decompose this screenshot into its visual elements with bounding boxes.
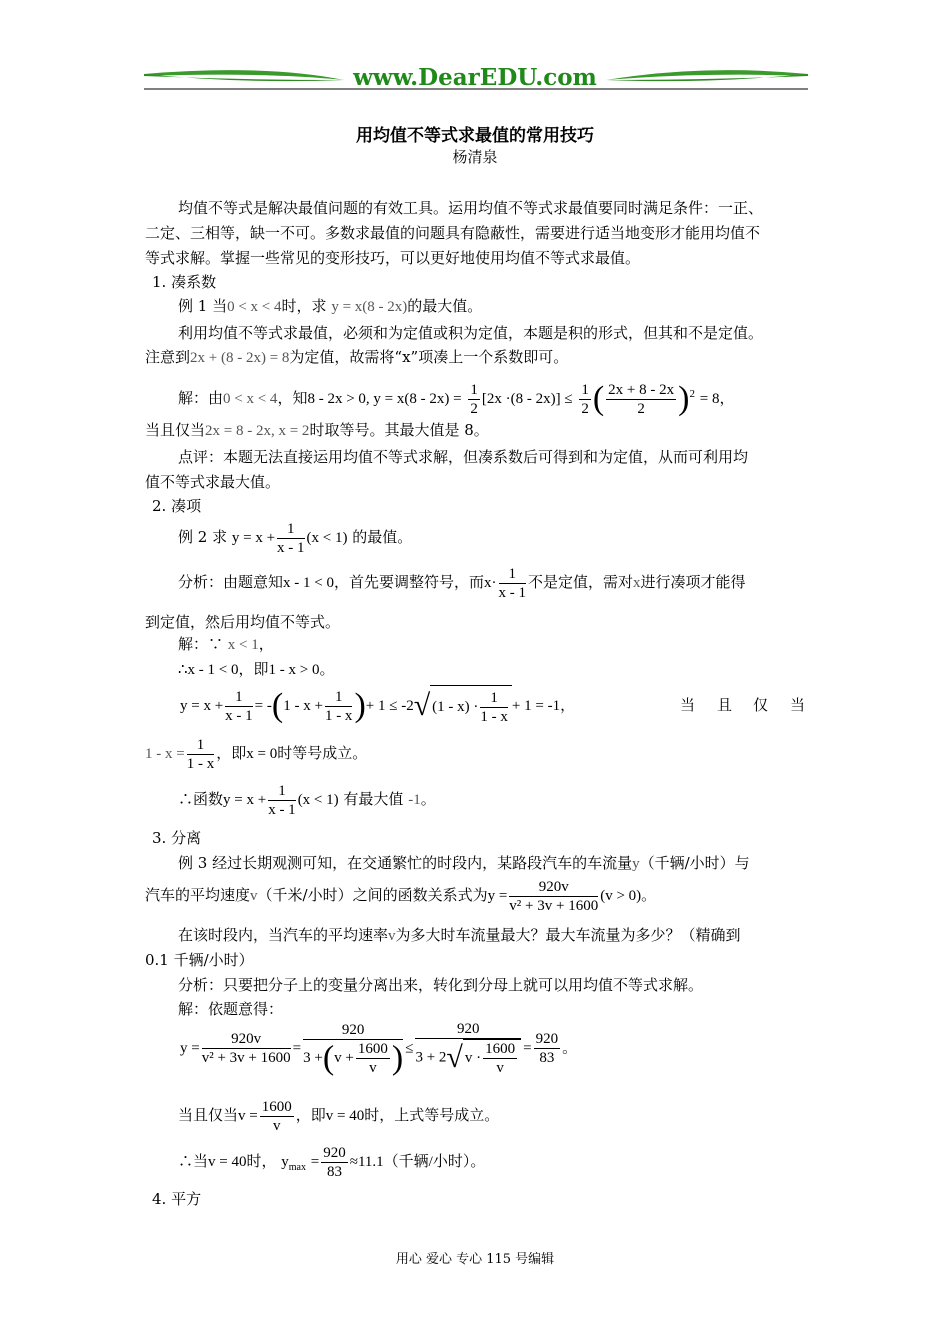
sqrt-expression: (1 - x) · $\frac{1}{1 - x}$ — [430, 685, 512, 727]
derivation-tail-1: 当 — [680, 696, 696, 714]
page-title: 用均值不等式求最值的常用技巧 — [356, 126, 594, 146]
author: 杨清泉 — [452, 148, 498, 166]
intro-line-3: 等式求解。掌握一些常见的变形技巧，可以更好地使用均值不等式求最值。 — [145, 249, 641, 267]
fraction-sum: $\frac{2x + 8 - 2x}{2}$ — [608, 381, 675, 417]
question-3-line-1: 在该时段内，当汽车的平均速率v为多大时车流量最大？最大车流量为多少？（精确到 — [178, 926, 741, 944]
analysis-1-line-1: 利用均值不等式求最值，必须和为定值或积为定值，本题是积的形式，但其和不是定值。 — [178, 324, 764, 342]
example-3-line-2: 汽车的平均速度v（千米/小时）之间的函数关系式为y = $\frac{920v}{\text{v² + 3v + 1600}}$ (v > 0)。 — [145, 878, 657, 914]
section-2-heading: 2. 凑项 — [152, 497, 202, 515]
equality-1: 当且仅当2x = 8 - 2x, x = 2时取等号。其最大值是 8。 — [145, 421, 489, 439]
section-1-heading: 1. 凑系数 — [152, 273, 217, 291]
fraction-half: $\frac{1}{2}$ — [470, 381, 478, 417]
analysis-2-line-1: 分析：由题意知x - 1 < 0，首先要调整符号，而x· $\frac{1}{x - 1}$ 不是定值，需对x进行凑项才能得 — [178, 565, 746, 601]
solution-3-label: 解：依题意得： — [178, 1000, 284, 1018]
derivation-tail-3: 仅 — [753, 696, 769, 714]
solution-3-equality: 当且仅当v = $\frac{1600}{v}$ ，即v = 40时，上式等号成立。 — [178, 1098, 500, 1134]
right-leaf-swoosh — [606, 70, 808, 80]
fraction-half: $\frac{1}{2}$ — [581, 381, 589, 417]
solution-1: 解：由0 < x < 4，知8 - 2x > 0, y = x(8 - 2x) = $\frac{1}{2}$ [2x ·(8 - 2x)] ≤ $\frac{1}{2}$ ( $\frac{2x + 8 - 2x}{2}$ )$^2$ = 8， — [178, 380, 735, 417]
comment-1-line-2: 值不等式求最大值。 — [145, 473, 281, 491]
left-leaf-swoosh — [144, 70, 344, 80]
solution-2-derivation: y = x + $\frac{1}{x - 1}$ = -(1 - x + $\frac{1}{1 - x}$ )+ 1 ≤ -2√ (1 - x) · $\frac{1}{1 - x}$ + 1 = -1， — [180, 685, 575, 727]
derivation-tail-4: 当 — [790, 696, 806, 714]
derivation-tail-2: 且 — [717, 696, 733, 714]
solution-2-condition: 1 - x = $\frac{1}{1 - x}$ ，即x = 0时等号成立。 — [145, 736, 368, 772]
question-3-line-2: 0.1 千辆/小时） — [145, 951, 254, 969]
header-logo-text: www.DearEDU.com — [353, 64, 597, 91]
solution-2-given: 解：∵ x < 1， — [178, 635, 274, 653]
section-4-heading: 4. 平方 — [152, 1190, 202, 1208]
section-3-heading: 3. 分离 — [152, 829, 202, 847]
intro-line-2: 二定、三相等，缺一不可。多数求最值的问题具有隐蔽性，需要进行适当地变形才能用均值不 — [145, 224, 761, 242]
example-3-line-1: 例 3 经过长期观测可知，在交通繁忙的时段内，某路段汽车的车流量y（千辆/小时）与 — [178, 854, 750, 872]
solution-3-derivation: y = $\frac{920v}{\text{v² + 3v + 1600}}$ = 920 3 +(v + $\frac{1600}{v}$ ) ≤ 920 3 + 2√ v · $\frac{1600}{v}$ = $\frac{920}{83}$ 。 — [180, 1021, 578, 1076]
footer: 用心 爱心 专心 115 号编辑 — [395, 1252, 555, 1267]
analysis-3: 分析：只要把分子上的变量分离出来，转化到分母上就可以用均值不等式求解。 — [178, 976, 704, 994]
comment-1-line-1: 点评：本题无法直接运用均值不等式求解，但凑系数后可得到和为定值，从而可利用均 — [178, 448, 749, 466]
example-1: 例 1 当0 < x < 4时，求 y = x(8 - 2x)的最大值。 — [178, 297, 483, 315]
solution-3-result: ∴当v = 40时， $y_{max}$ = $\frac{920}{83}$ ≈11.1（千辆/小时）。 — [178, 1144, 486, 1180]
analysis-2-line-2: 到定值，然后用均值不等式。 — [145, 613, 341, 631]
intro-line-1: 均值不等式是解决最值问题的有效工具。运用均值不等式求最值要同时满足条件：一正、 — [178, 199, 764, 217]
example-2: 例 2 求 y = x + $\frac{1}{x - 1}$ (x < 1) 的最值。 — [178, 520, 413, 556]
analysis-1-line-2: 注意到2x + (8 - 2x) = 8为定值，故需将“x”项凑上一个系数即可。 — [145, 348, 569, 366]
solution-2-therefore: ∴x - 1 < 0，即1 - x > 0。 — [178, 660, 335, 678]
solution-2-conclusion: ∴函数y = x + $\frac{1}{x - 1}$ (x < 1) 有最大值 -1。 — [178, 782, 436, 818]
